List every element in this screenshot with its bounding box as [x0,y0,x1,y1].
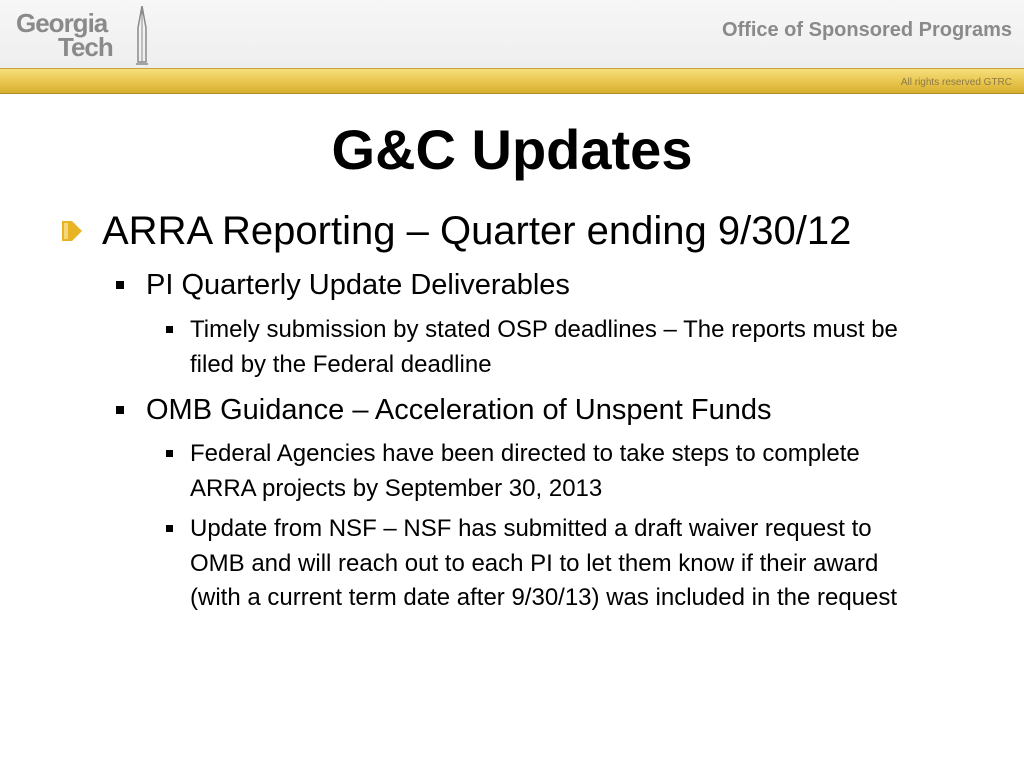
slide-title: G&C Updates [331,118,693,181]
bullet-text: Timely submission by stated OSP deadlines – The reports must be filed by the Federal deadline [190,316,898,378]
square-bullet-icon [116,406,124,414]
square-bullet-icon [166,326,173,333]
bullet-text: Update from NSF – NSF has submitted a draft waiver request to OMB and will reach out to each PI to let them know if their award (with a current term date after 9/30/13) was included in the request [190,515,898,611]
bullet-text: ARRA Reporting – Quarter ending 9/30/12 [102,209,852,253]
bullet-text: PI Quarterly Update Deliverables [146,269,570,301]
office-name: Office of Sponsored Programs [721,19,1012,41]
bullet-text: Federal Agencies have been directed to take steps to complete ARRA projects by September 30, 2013 [190,440,860,502]
bullet-text: OMB Guidance – Acceleration of Unspent Funds [146,394,772,426]
copyright-notice: All rights reserved GTRC [900,77,1012,88]
logo-line-tech: Tech [58,32,113,62]
logo-line-georgia: Georgia [16,8,108,38]
arrow-bullet-icon [60,219,84,243]
square-bullet-icon [166,525,173,532]
square-bullet-icon [116,281,124,289]
square-bullet-icon [166,450,173,457]
